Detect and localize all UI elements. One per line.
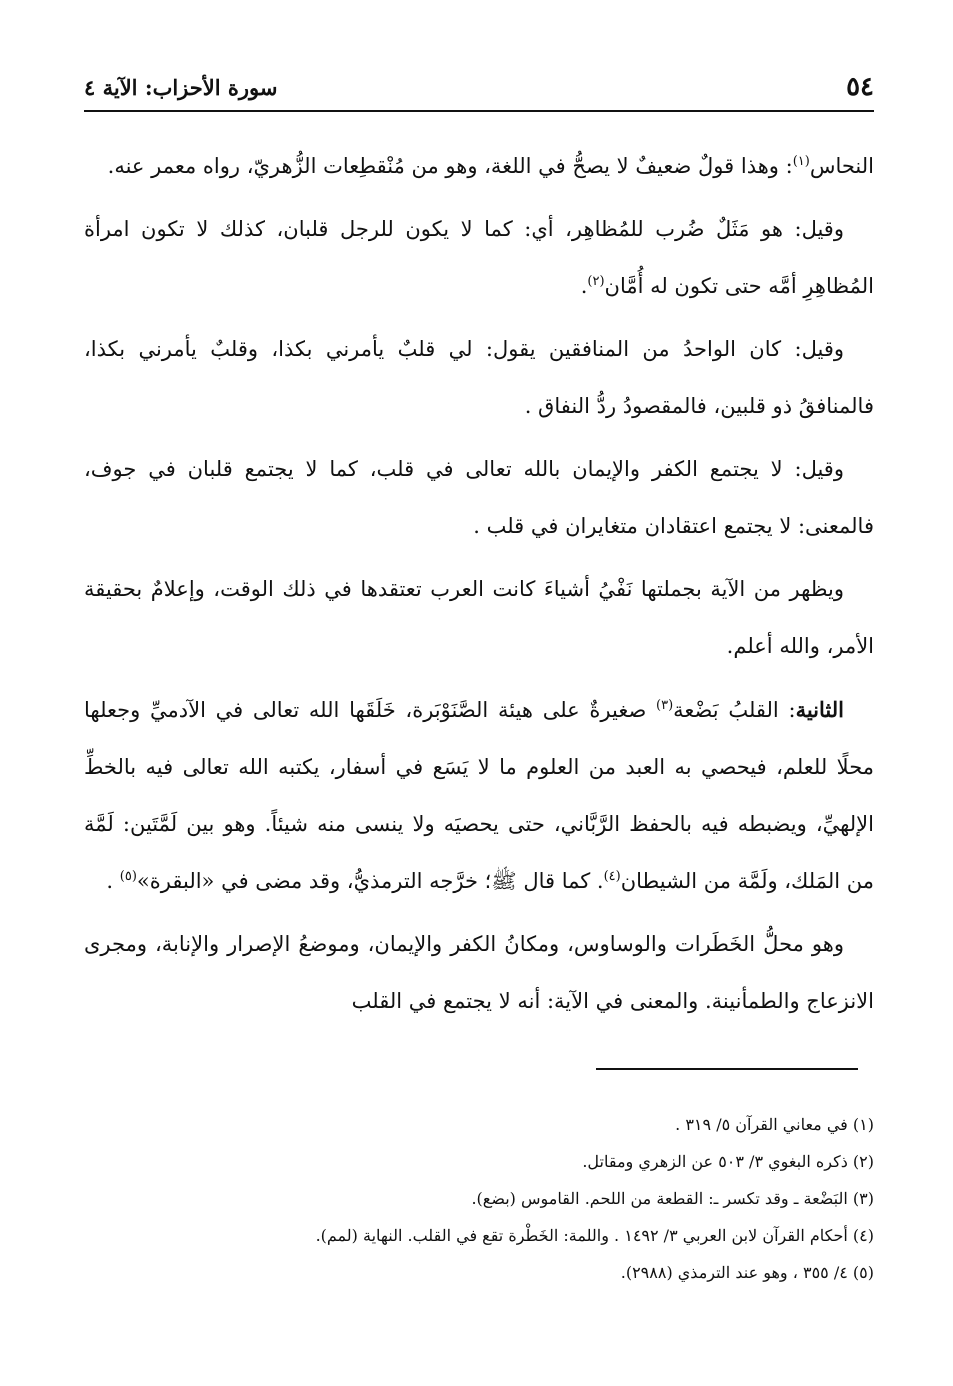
footnote-ref-3[interactable]: (٣): [656, 698, 674, 713]
footnote-ref-1[interactable]: (١): [792, 154, 810, 169]
paragraph-last: وهو محلُّ الخَطَرات والوساوس، ومكانُ الكفر والإيمان، وموضعُ الإصرار والإنابة، ومجرى الانزعاج والطمأنينة. والمعنى في الآية: أنه لا يجتمع في القلب: [84, 932, 874, 1013]
footnote-ref-4[interactable]: (٤): [603, 869, 621, 884]
footnote-ref-5[interactable]: (٥): [119, 869, 137, 884]
footnote-1: (١) في معاني القرآن ٥/ ٣١٩ .: [675, 1115, 874, 1134]
paragraph-1: النحاس$^{(١)}$: وهذا قولٌ ضعيفٌ لا يصحُّ في اللغة، وهو من مُنْقطِعات الزُّهريّ، رواه معمر عنه.: [107, 154, 874, 178]
section-label: الثانية: [795, 697, 844, 722]
footnotes: [84, 1106, 874, 1291]
paragraph-second: الثانية: القلبُ بَضْعة$^{(٣)}$ صغيرةٌ على هيئة الصَّنَوْبَرة، خَلَقَها الله تعالى في الآدميِّ وجعلها محلًا للعلم، فيحصي به العبد من العلوم ما لا يَسَع في أسفار، يكتبه الله تعالى فيه بالخطِّ الإلهيِّ، ويضبطه فيه بالحفظ الرَّبَّاني، حتى يحصيَه ولا ينسى منه شيئاً. وهو بين لَمَّتَين: لَمَّة من المَلك، ولَمَّة من الشيطان$^{(٤)}$. كما قال ﷺ؛ خرَّجه الترمذيُّ، وقد مضى في «البقرة»$^{(٥)}$ .: [84, 697, 874, 893]
footnote-ref-2[interactable]: (٢): [587, 274, 605, 289]
footnote-4: (٤) أحكام القرآن لابن العربي ٣/ ١٤٩٢ . واللمة: الخَطْرة تقع في القلب. النهاية (لمم).: [315, 1226, 874, 1245]
paragraph-4: وقيل: لا يجتمع الكفر والإيمان بالله تعالى في قلب، كما لا يجتمع قلبان في جوف، فالمعنى: لا يجتمع اعتقادان متغايران في قلب .: [84, 457, 874, 538]
header-rule: [84, 110, 874, 112]
paragraph-2: وقيل: هو مَثَلٌ ضُرب للمُظاهِر، أي: كما لا يكون للرجل قلبان، كذلك لا تكون امرأة المُظاهِرِ أمَّه حتى تكون له أُمَّان$^{(٢)}$.: [84, 217, 874, 298]
footnote-5: (٥) ٤/ ٣٥٥ ، وهو عند الترمذي (٢٩٨٨).: [620, 1263, 874, 1282]
paragraph-3: وقيل: كان الواحدُ من المنافقين يقول: لي قلبٌ يأمرني بكذا، وقلبٌ يأمرني بكذا، فالمنافقُ ذو قلبين، فالمقصودُ ردُّ النفاق .: [84, 337, 874, 418]
footnote-2: (٢) ذكره البغوي ٣/ ٥٠٣ عن الزهري ومقاتل.: [582, 1152, 874, 1171]
main-text: [84, 138, 874, 1036]
running-title: سورة الأحزاب: الآية ٤: [84, 74, 278, 100]
paragraph-5: ويظهر من الآية بجملتها نَفْيُ أشياءَ كانت العرب تعتقدها في ذلك الوقت، وإعلامٌ بحقيقة الأمر، والله أعلم.: [84, 577, 874, 658]
footnote-rule: [596, 1068, 858, 1070]
footnote-3: (٣) البَضْعة ـ وقد تكسر ـ: القطعة من اللحم. القاموس (بضع).: [471, 1189, 874, 1208]
page-number: ٥٤: [846, 72, 874, 102]
running-header: [84, 70, 874, 104]
